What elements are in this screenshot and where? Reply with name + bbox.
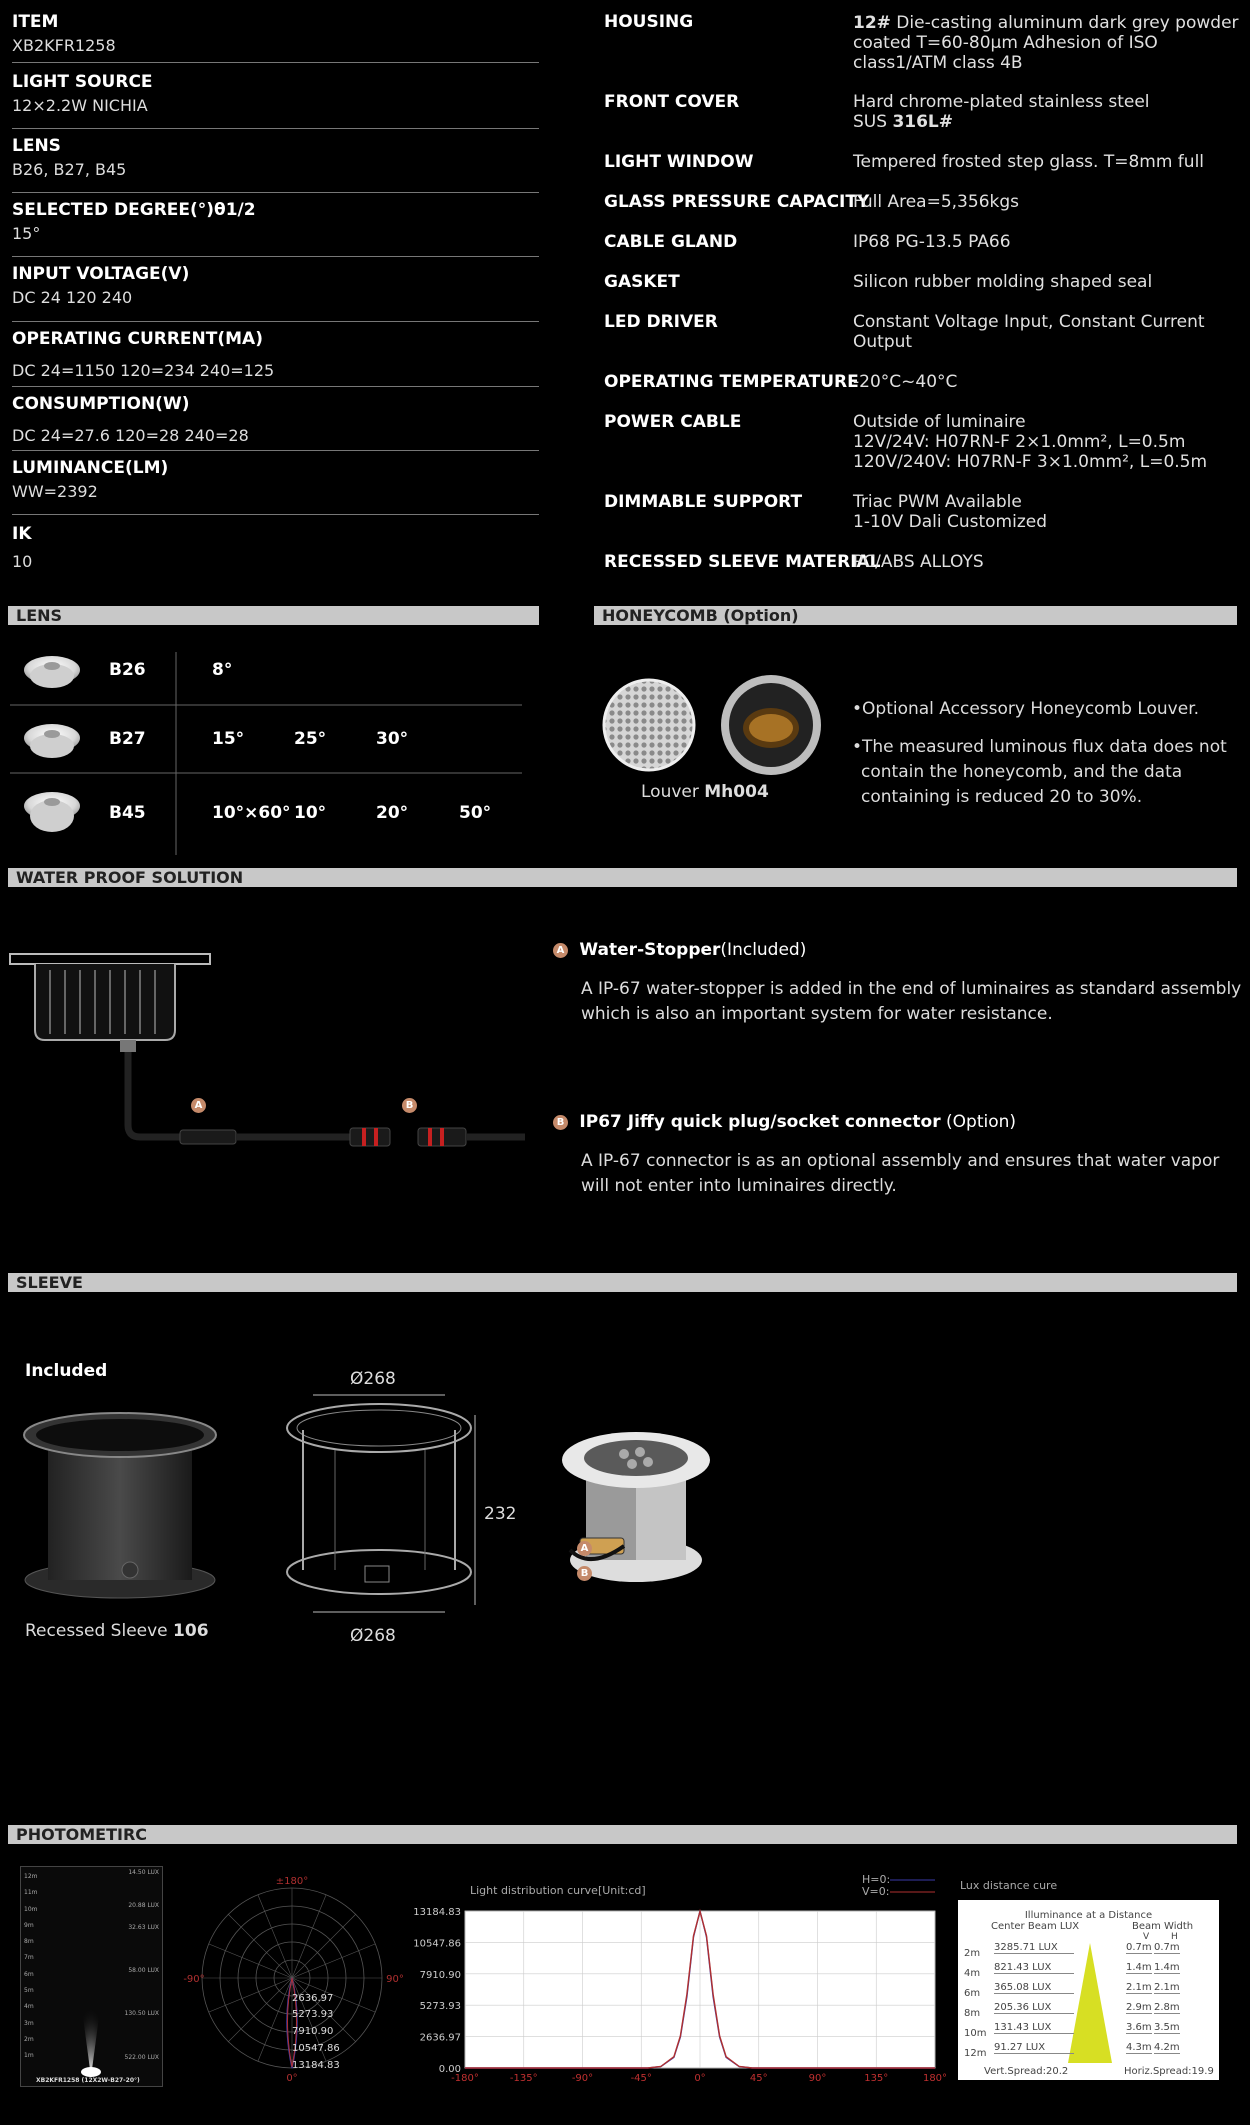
luminaire-body: [10, 954, 210, 1052]
spec-value: 12×2.2W NICHIA: [12, 96, 148, 115]
spec-value: 10: [12, 552, 33, 571]
lux-cell: 2.1m: [1126, 1982, 1152, 1993]
spec-label-temperature: OPERATING TEMPERATURE: [604, 372, 859, 392]
spec-lens: [12, 136, 539, 193]
para-line: A IP-67 connector is as an optional assembly and ensures that water vapor: [581, 1151, 1220, 1171]
lux-header-2: Center Beam LUX: [991, 1921, 1080, 1932]
beam-lux-label: 522.00 LUX: [124, 2054, 159, 2061]
lux-cell: 12m: [964, 2048, 987, 2059]
lux-cell: 0.7m: [1126, 1942, 1152, 1953]
honeycomb-bullet-2: [852, 735, 1227, 810]
spec-ik: [12, 524, 32, 571]
chart-x-tick: 45°: [749, 2073, 768, 2084]
caption-model: 106: [173, 1621, 209, 1641]
spec-label-dimmable: DIMMABLE SUPPORT: [604, 492, 803, 512]
spec-value: B26, B27, B45: [12, 160, 127, 179]
lux-cell: 131.43 LUX: [994, 2022, 1074, 2034]
lux-distance-title: Lux distance cure: [960, 1879, 1058, 1892]
badge-a-icon: A: [191, 1098, 206, 1113]
section-bar-waterproof: WATER PROOF SOLUTION: [8, 868, 1237, 887]
chart-x-tick: 180°: [922, 2073, 948, 2084]
waterstopper-heading: [553, 940, 806, 960]
spec-value-power-cable: [853, 412, 1243, 472]
beam-distance-label: 4m: [24, 2003, 34, 2011]
chart-x-tick: -135°: [509, 2073, 538, 2084]
lens-angle: 8°: [212, 660, 233, 680]
polar-ring-label: 2636.97: [292, 1993, 334, 2004]
bullet-line: contain the honeycomb, and the data: [861, 762, 1183, 782]
beam-distance-label: 8m: [24, 1938, 34, 1946]
lux-cell: 365.08 LUX: [994, 1982, 1074, 1994]
beam-distance-label: 12m: [24, 1873, 38, 1880]
assembly-badge-b: [577, 1563, 592, 1582]
chart-x-tick: 0°: [694, 2073, 706, 2084]
chart-x-tick: -90°: [571, 2073, 594, 2084]
para-line: will not enter into luminaires directly.: [581, 1176, 897, 1196]
lux-row: [958, 1962, 1219, 1982]
spec-current: [12, 329, 539, 387]
spec-label-front-cover: FRONT COVER: [604, 92, 740, 112]
beam-distance-labels: [24, 1869, 37, 2065]
lux-vert-spread: Vert.Spread:20.2: [984, 2066, 1069, 2077]
beam-distance-label: 9m: [24, 1921, 34, 1929]
lux-header-v: V: [1143, 1932, 1150, 1942]
spec-label-power-cable: POWER CABLE: [604, 412, 742, 432]
caption-text: Louver: [641, 782, 705, 802]
lux-cell: 2.1m: [1154, 1982, 1180, 1993]
lens-angle: 25°: [294, 729, 327, 749]
lens-code-b26: B26: [109, 660, 146, 680]
front-cover-line2: [853, 112, 1243, 132]
beam-image-caption: XB2KFR1258 (12X2W-B27-20°): [36, 2077, 140, 2084]
waterstopper-title-suffix: (Included): [720, 940, 807, 960]
sleeve-dim-height: 232: [484, 1504, 517, 1524]
dimmable-line1: Triac PWM Available: [853, 492, 1022, 512]
lens-angle: 50°: [459, 803, 492, 823]
lens-angle: 15°: [212, 729, 245, 749]
beam-distance-label: 2m: [24, 2035, 34, 2043]
lens-b45-icon: [24, 792, 80, 832]
polar-ring-label: 10547.86: [292, 2043, 340, 2054]
beam-distance-label: 7m: [24, 1954, 34, 1962]
beam-distance-label: 5m: [24, 1987, 34, 1995]
lux-cell: 205.36 LUX: [994, 2002, 1074, 2014]
power-cable-line1: Outside of luminaire: [853, 412, 1026, 432]
waterproof-diagram: [10, 950, 530, 1150]
spec-value-cable-gland: IP68 PG-13.5 PA66: [853, 232, 1011, 252]
chart-x-tick: 135°: [864, 2073, 889, 2084]
lux-cell: 6m: [964, 1988, 981, 1999]
lux-cell: 2.9m: [1126, 2002, 1152, 2013]
section-bar-photometric: PHOTOMETIRC: [8, 1825, 1237, 1844]
beam-lux-label: 32.63 LUX: [128, 1924, 159, 1931]
power-cable-line2: 12V/24V: H07RN-F 2×1.0mm², L=0.5m: [853, 432, 1186, 452]
lens-angle: 10°×60°: [212, 803, 291, 823]
chart-y-tick: 13184.83: [413, 1907, 461, 1918]
lens-angle: 10°: [294, 803, 327, 823]
waterstopper-title: Water-Stopper: [579, 940, 721, 960]
lux-row: [958, 2042, 1219, 2062]
led-driver-line1: Constant Voltage Input, Constant Current: [853, 312, 1205, 332]
polar-left-label: -90°: [183, 1974, 205, 1985]
chart-title: Light distribution curve[Unit:cd]: [470, 1884, 646, 1897]
beam-distance-label: 6m: [24, 1970, 34, 1978]
chart-x-tick: 90°: [808, 2073, 827, 2084]
badge-b-icon: B: [402, 1098, 417, 1113]
lens-angle: 30°: [376, 729, 409, 749]
sleeve-drawing: [285, 1390, 510, 1620]
sleeve-caption: [25, 1621, 209, 1641]
led-driver-line2: Output: [853, 332, 913, 352]
spec-label-sleeve-material: RECESSED SLEEVE MATERIAL: [604, 552, 881, 572]
polar-ring-label: 13184.83: [292, 2060, 340, 2071]
section-bar-sleeve: SLEEVE: [8, 1273, 1237, 1292]
lux-row: [958, 2022, 1219, 2042]
lux-row: [958, 1982, 1219, 2002]
chart-y-tick: 5273.93: [419, 2001, 461, 2013]
lens-code-b45: B45: [109, 803, 146, 823]
lux-header-h: H: [1171, 1932, 1178, 1942]
spec-value: DC 24=1150 120=234 240=125: [12, 361, 275, 380]
badge-a-icon: A: [553, 943, 568, 958]
spec-value: DC 24=27.6 120=28 240=28: [12, 426, 249, 445]
lux-header-3: Beam Width: [1132, 1921, 1194, 1932]
spec-luminance: [12, 458, 539, 515]
chart-x-tick: -45°: [630, 2073, 652, 2084]
lens-code-b27: B27: [109, 729, 146, 749]
connector-text: [581, 1149, 1219, 1199]
lux-header-1: Illuminance at a Distance: [1024, 1910, 1153, 1921]
beam-distance-label: 10m: [24, 1905, 38, 1913]
housing-code: 12#: [853, 13, 891, 33]
polar-right-label: 90°: [386, 1974, 404, 1985]
polar-ring-label: 7910.90: [292, 2026, 334, 2037]
bullet-line: •The measured luminous flux data does not: [852, 737, 1227, 757]
legend-v: V=0:: [862, 1885, 890, 1898]
waterproof-badge-b: [402, 1095, 417, 1114]
spec-label-gasket: GASKET: [604, 272, 680, 292]
sleeve-photo: [20, 1405, 220, 1605]
spec-label: INPUT VOLTAGE(V): [12, 264, 190, 284]
beam-distance-label: 1m: [24, 2052, 34, 2060]
spec-value-housing: [853, 13, 1243, 73]
front-cover-material: SUS: [853, 112, 893, 132]
spec-value-glass: Full Area=5,356kgs: [853, 192, 1019, 212]
sleeve-dim-bottom: Ø268: [350, 1626, 396, 1646]
spec-value: DC 24 120 240: [12, 288, 133, 307]
connector-title: IP67 Jiffy quick plug/socket connector: [579, 1112, 941, 1132]
front-cover-grade: 316L#: [892, 112, 953, 132]
lux-distance-panel: [958, 1900, 1219, 2080]
polar-top-label: ±180°: [275, 1876, 309, 1887]
chart-y-tick: 0.00: [438, 2064, 461, 2075]
chart-y-tick: 2636.97: [419, 2032, 461, 2044]
spec-label: CONSUMPTION(W): [12, 394, 190, 414]
beam-distance-label: 3m: [24, 2019, 34, 2027]
spec-value: XB2KFR1258: [12, 36, 116, 55]
beam-distance-label: 11m: [24, 1889, 38, 1897]
spec-consumption: [12, 394, 539, 451]
lux-cell: 3.5m: [1154, 2022, 1180, 2033]
chart-x-tick: -180°: [451, 2073, 479, 2084]
honeycomb-caption: [641, 782, 769, 802]
spec-label: SELECTED DEGREE(°)θ1/2: [12, 200, 256, 220]
waterproof-badge-a: [191, 1095, 206, 1114]
lux-cell: 2m: [964, 1948, 981, 1959]
spec-label: IK: [12, 524, 32, 544]
polar-ring-label: 5273.93: [292, 2009, 334, 2020]
lens-b26-icon: [24, 656, 80, 688]
spec-voltage: [12, 264, 539, 322]
lux-cell: 3285.71 LUX: [994, 1942, 1074, 1954]
spec-label-housing: HOUSING: [604, 12, 694, 32]
legend-h: H=0:: [862, 1873, 891, 1886]
lens-b27-icon: [24, 724, 80, 758]
spec-value-dimmable: [853, 492, 1243, 532]
beam-lux-label: 130.50 LUX: [124, 2010, 159, 2017]
caption-model: Mh004: [704, 782, 769, 802]
connector-title-suffix: (Option): [940, 1112, 1017, 1132]
polar-bottom-label: 0°: [286, 2073, 298, 2084]
badge-a-icon: A: [577, 1541, 592, 1556]
spec-item: [12, 12, 539, 63]
spec-value-light-window: Tempered frosted step glass. T=8mm full: [853, 152, 1205, 172]
lux-cell: 0.7m: [1154, 1942, 1180, 1953]
bullet-line: containing is reduced 20 to 30%.: [861, 787, 1143, 807]
polar-chart: [170, 1870, 420, 2085]
lux-cell: 4m: [964, 1968, 981, 1979]
para-line: which is also an important system for water resistance.: [581, 1004, 1053, 1024]
front-cover-line1: Hard chrome-plated stainless steel: [853, 92, 1150, 112]
beam-lux-label: 20.88 LUX: [128, 1902, 159, 1909]
assembly-badge-a: [577, 1538, 592, 1557]
section-bar-lens: LENS: [8, 606, 539, 625]
chart-y-tick: 7910.90: [419, 1969, 461, 1981]
lux-cell: 3.6m: [1126, 2022, 1152, 2033]
dimmable-line2: 1-10V Dali Customized: [853, 512, 1047, 532]
lux-cell: 8m: [964, 2008, 981, 2019]
spec-value-led-driver: [853, 312, 1243, 352]
spec-value-gasket: Silicon rubber molding shaped seal: [853, 272, 1153, 292]
spec-label-glass: GLASS PRESSURE CAPACITY: [604, 192, 870, 212]
lux-cell: 1.4m: [1126, 1962, 1152, 1973]
spec-label-led-driver: LED DRIVER: [604, 312, 718, 332]
spec-label: LUMINANCE(LM): [12, 458, 169, 478]
honeycomb-louver-image: [600, 685, 850, 785]
power-cable-line3: 120V/240V: H07RN-F 3×1.0mm², L=0.5m: [853, 452, 1208, 472]
para-line: A IP-67 water-stopper is added in the end of luminaires as standard assembly: [581, 979, 1242, 999]
section-bar-honeycomb: HONEYCOMB (Option): [594, 606, 1237, 625]
lux-cell: 10m: [964, 2028, 987, 2039]
lux-cell: 1.4m: [1154, 1962, 1180, 1973]
lux-row: [958, 1942, 1219, 1962]
spec-label: ITEM: [12, 12, 59, 32]
spec-value: 15°: [12, 224, 41, 243]
spec-degree: [12, 200, 539, 257]
lens-angle: 20°: [376, 803, 409, 823]
beam-lux-label: 58.00 LUX: [128, 1967, 159, 1974]
lux-cell: 821.43 LUX: [994, 1962, 1074, 1974]
spec-value-temperature: -20°C~40°C: [853, 372, 958, 392]
housing-text: Die-casting aluminum dark grey powder coated T=60-80μm Adhesion of ISO class1/ATM class 4B: [853, 13, 1239, 73]
spec-value-sleeve-material: PC/ABS ALLOYS: [853, 552, 984, 572]
badge-b-icon: B: [577, 1566, 592, 1581]
beam-image-panel: [20, 1866, 163, 2087]
spec-label: LENS: [12, 136, 61, 156]
lux-cell: 4.2m: [1154, 2042, 1180, 2053]
caption-text: Recessed Sleeve: [25, 1621, 174, 1641]
light-distribution-chart: [413, 1866, 950, 2086]
chart-y-tick: 10547.86: [413, 1938, 461, 1950]
badge-b-icon: B: [553, 1115, 568, 1130]
beam-lux-label: 14.50 LUX: [128, 1869, 159, 1876]
honeycomb-bullet-1: •Optional Accessory Honeycomb Louver.: [852, 699, 1200, 719]
spec-label-light-window: LIGHT WINDOW: [604, 152, 754, 172]
waterstopper-text: [581, 977, 1241, 1027]
sleeve-dim-top: Ø268: [350, 1369, 396, 1389]
lux-cell: 91.27 LUX: [994, 2042, 1074, 2054]
lens-images: [10, 640, 530, 860]
spec-value-front-cover: [853, 92, 1243, 132]
spec-value: WW=2392: [12, 482, 98, 501]
lux-row: [958, 2002, 1219, 2022]
spec-label: LIGHT SOURCE: [12, 72, 153, 92]
lux-cell: 4.3m: [1126, 2042, 1152, 2053]
lux-cell: 2.8m: [1154, 2002, 1180, 2013]
lux-horiz-spread: Horiz.Spread:19.9: [1124, 2066, 1214, 2077]
spec-label-cable-gland: CABLE GLAND: [604, 232, 738, 252]
sleeve-included-label: Included: [25, 1361, 108, 1381]
spec-label: OPERATING CURRENT(MA): [12, 329, 263, 349]
spec-light-source: [12, 72, 539, 129]
connector-heading: [553, 1112, 1016, 1132]
